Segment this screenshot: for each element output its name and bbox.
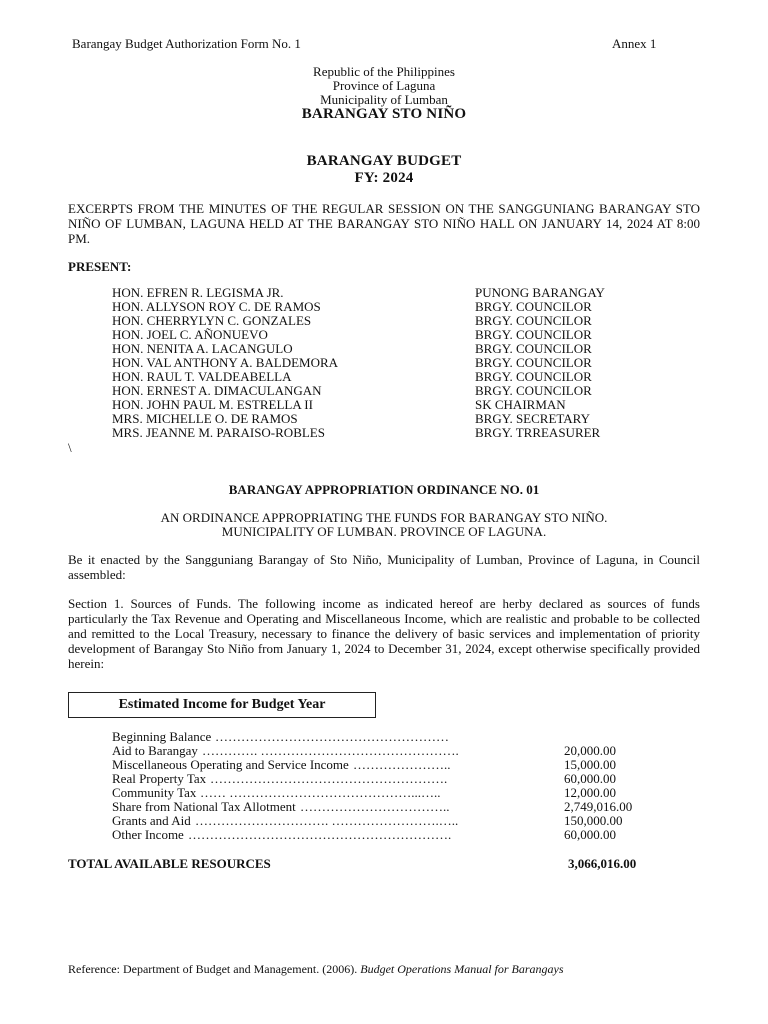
income-amount: 60,000.00 [564, 771, 616, 786]
letterhead-barangay: BARANGAY STO NIÑO [301, 106, 467, 122]
document-title: BARANGAY BUDGET [306, 153, 462, 169]
income-amount: 2,749,016.00 [564, 799, 633, 814]
stray-mark: \ [68, 440, 72, 455]
attendee-position: BRGY. COUNCILOR [475, 383, 592, 398]
attendee-name: HON. CHERRYLYN C. GONZALES [112, 313, 312, 328]
present-label: PRESENT: [68, 259, 132, 274]
attendee-position: BRGY. COUNCILOR [475, 355, 592, 370]
total-label: TOTAL AVAILABLE RESOURCES [68, 856, 271, 871]
income-leader-dots: …………………………. …………………….….. [195, 814, 459, 828]
income-row [112, 772, 652, 786]
income-leader-dots: ……………………………………………… [215, 730, 449, 744]
income-row [112, 800, 652, 814]
ordinance-title: BARANGAY APPROPRIATION ORDINANCE NO. 01 [228, 482, 540, 497]
income-row [112, 786, 652, 800]
income-label: Beginning Balance [112, 729, 212, 744]
income-label: Other Income [112, 827, 184, 842]
ordinance-subtitle-line2: MUNICIPALITY OF LUMBAN. PROVINCE OF LAGUNA. [221, 524, 547, 539]
income-label: Real Property Tax [112, 771, 207, 786]
attendee-name: HON. NENITA A. LACANGULO [112, 341, 293, 356]
attendee-position: BRGY. COUNCILOR [475, 313, 592, 328]
total-amount: 3,066,016.00 [568, 856, 637, 871]
attendee-position: BRGY. COUNCILOR [475, 341, 592, 356]
attendee-position: SK CHAIRMAN [475, 397, 566, 412]
income-amount: 15,000.00 [564, 757, 616, 772]
reference-prefix: Reference: Department of Budget and Management. (2006). [68, 962, 361, 976]
attendee-name: HON. EFREN R. LEGISMA JR. [112, 285, 284, 300]
income-amount: 12,000.00 [564, 785, 616, 800]
income-label: Aid to Barangay [112, 743, 198, 758]
income-label: Grants and Aid [112, 813, 191, 828]
income-row [112, 814, 652, 828]
income-row [112, 744, 652, 758]
attendee-name: MRS. JEANNE M. PARAISO-ROBLES [112, 425, 325, 440]
income-leader-dots: ………………………………………………. [210, 772, 448, 786]
income-leader-dots: ……………………………………………………. [188, 828, 452, 842]
income-leader-dots: ………………….. [353, 758, 451, 772]
attendee-position: BRGY. TRREASURER [475, 425, 601, 440]
form-name: Barangay Budget Authorization Form No. 1 [72, 36, 301, 51]
attendee-position: BRGY. COUNCILOR [475, 327, 592, 342]
attendee-name: HON. ALLYSON ROY C. DE RAMOS [112, 299, 321, 314]
ordinance-subtitle-line1: AN ORDINANCE APPROPRIATING THE FUNDS FOR BARANGAY STO NIÑO. [160, 510, 608, 525]
attendee-position: BRGY. COUNCILOR [475, 369, 592, 384]
income-heading-box: Estimated Income for Budget Year [68, 692, 376, 718]
reference-citation [68, 962, 564, 977]
reference-title: Budget Operations Manual for Barangays [360, 962, 564, 976]
attendee-name: HON. VAL ANTHONY A. BALDEMORA [112, 355, 339, 370]
attendee-position: PUNONG BARANGAY [475, 285, 605, 300]
attendee-position: BRGY. SECRETARY [475, 411, 591, 426]
income-leader-dots: …………. ………………………………………. [202, 744, 459, 758]
section-1-text: Section 1. Sources of Funds. The following income as indicated hereof are herby declared as sources of funds particularly the Tax Revenue and Operating and Miscellaneous Income, which are realistic and probable to be collected and remitted to the Local Treasury, necessary to finance the delivery of basic services and implementation of priority development of Barangay Sto Niño from January 1, 2024 to December 31, 2024, except otherwise specifically provided herein: [68, 596, 700, 671]
attendee-name: HON. JOHN PAUL M. ESTRELLA II [112, 397, 313, 412]
income-label: Miscellaneous Operating and Service Income [112, 757, 349, 772]
fiscal-year: FY: 2024 [354, 170, 414, 186]
attendee-name: HON. JOEL C. AÑONUEVO [112, 327, 268, 342]
enactment-clause: Be it enacted by the Sangguniang Barangay of Sto Niño, Municipality of Lumban, Province of Laguna, in Council assembled: [68, 552, 700, 582]
income-amount: 150,000.00 [564, 813, 623, 828]
income-leader-dots: …………………………….. [300, 800, 450, 814]
minutes-excerpt: EXCERPTS FROM THE MINUTES OF THE REGULAR SESSION ON THE SANGGUNIANG BARANGAY STO NIÑO OF LUMBAN, LAGUNA HELD AT THE BARANGAY STO NIÑO HALL ON JANUARY 14, 2024 AT 8:00 PM. [68, 201, 700, 246]
attendee-name: MRS. MICHELLE O. DE RAMOS [112, 411, 298, 426]
attendee-name: HON. RAUL T. VALDEABELLA [112, 369, 292, 384]
attendee-position: BRGY. COUNCILOR [475, 299, 592, 314]
income-row [112, 730, 652, 744]
income-amount: 60,000.00 [564, 827, 616, 842]
income-leader-dots: …… ……………………………………...….. [200, 786, 441, 800]
letterhead-province: Province of Laguna [332, 78, 436, 93]
income-label: Community Tax [112, 785, 197, 800]
attendee-name: HON. ERNEST A. DIMACULANGAN [112, 383, 322, 398]
income-label: Share from National Tax Allotment [112, 799, 296, 814]
income-row [112, 828, 652, 842]
income-row [112, 758, 652, 772]
letterhead-republic: Republic of the Philippines [313, 64, 455, 79]
annex-label: Annex 1 [612, 36, 657, 51]
income-amount: 20,000.00 [564, 743, 616, 758]
letterhead-municipality: Municipality of Lumban [320, 92, 448, 107]
